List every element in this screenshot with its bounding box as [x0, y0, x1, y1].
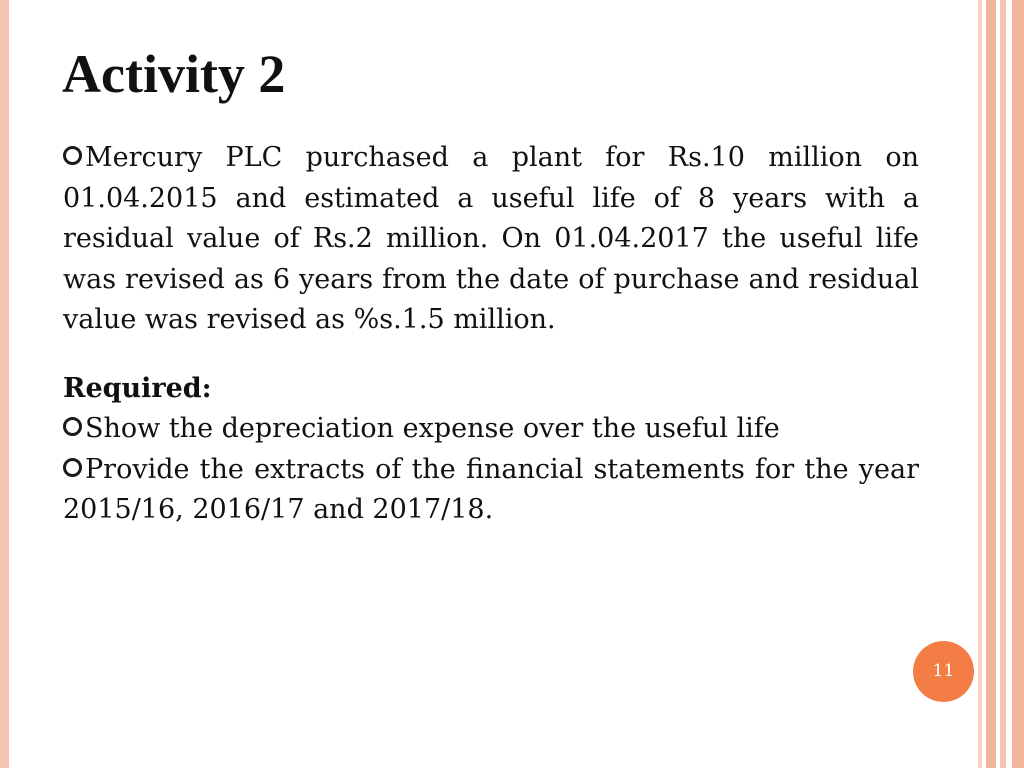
- left-border-stripe: [0, 0, 9, 768]
- task-text: Show the depreciation expense over the useful life: [85, 413, 780, 444]
- right-border-stripe: [986, 0, 996, 768]
- bullet-paragraph: [63, 138, 919, 341]
- ring-bullet-icon: [63, 458, 82, 477]
- task-item: [63, 450, 919, 531]
- right-border-stripe: [1012, 0, 1024, 768]
- ring-bullet-icon: [63, 417, 82, 436]
- slide-content: [63, 138, 919, 531]
- task-item: [63, 409, 919, 450]
- task-text: Provide the extracts of the financial statements for the year 2015/16, 2016/17 and 2017/18.: [63, 453, 919, 525]
- required-heading: Required:: [63, 372, 212, 404]
- right-border-stripe: [1000, 0, 1006, 768]
- right-border-stripe: [978, 0, 982, 768]
- ring-bullet-icon: [63, 146, 82, 165]
- slide-title: Activity 2: [62, 44, 286, 104]
- problem-statement: Mercury PLC purchased a plant for Rs.10 million on 01.04.2015 and estimated a useful life of 8 years with a residual value of Rs.2 million. On 01.04.2017 the useful life was revised as 6 years from the date of purchase and residual value was revised as %s.1.5 million.: [63, 142, 919, 335]
- page-number-badge: 11: [913, 641, 974, 702]
